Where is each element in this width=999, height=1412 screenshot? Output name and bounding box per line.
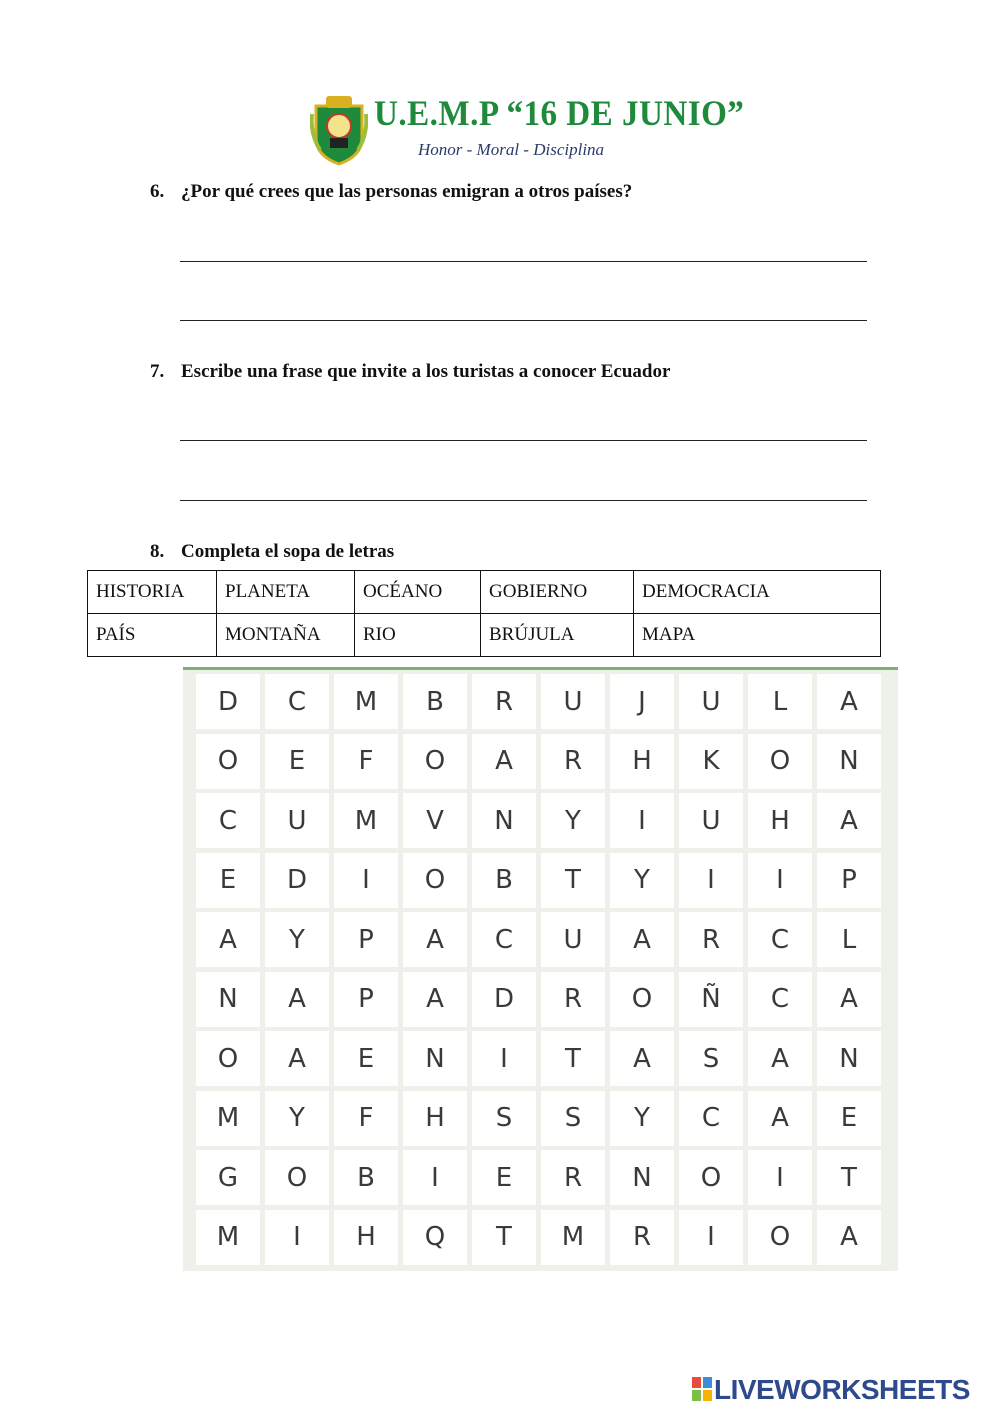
grid-letter-cell[interactable]: T xyxy=(541,853,605,908)
word-bank-table xyxy=(87,570,881,657)
grid-letter-cell[interactable]: I xyxy=(679,853,743,908)
question-text: ¿Por qué crees que las personas emigran a otros países? xyxy=(181,181,633,202)
grid-letter-cell[interactable]: Ñ xyxy=(679,972,743,1027)
grid-letter-cell[interactable]: O xyxy=(679,1150,743,1205)
question-text: Escribe una frase que invite a los turistas a conocer Ecuador xyxy=(181,361,671,382)
grid-letter-cell[interactable]: S xyxy=(541,1091,605,1146)
grid-letter-cell[interactable]: M xyxy=(334,674,398,729)
question-6 xyxy=(150,181,632,203)
grid-letter-cell[interactable]: U xyxy=(679,793,743,848)
grid-letter-cell[interactable]: Y xyxy=(610,1091,674,1146)
grid-letter-cell[interactable]: J xyxy=(610,674,674,729)
liveworksheets-brand: LIVEWORKSHEETS xyxy=(714,1374,970,1405)
grid-letter-cell[interactable]: O xyxy=(196,734,260,789)
grid-letter-cell[interactable]: H xyxy=(334,1210,398,1265)
grid-letter-cell[interactable]: U xyxy=(679,674,743,729)
grid-letter-cell[interactable]: H xyxy=(403,1091,467,1146)
grid-letter-cell[interactable]: T xyxy=(472,1210,536,1265)
grid-letter-cell[interactable]: I xyxy=(472,1031,536,1086)
grid-letter-cell[interactable]: Y xyxy=(541,793,605,848)
grid-letter-cell[interactable]: R xyxy=(472,674,536,729)
school-motto: Honor - Moral - Disciplina xyxy=(418,140,605,159)
word-cell: PAÍS xyxy=(88,614,217,657)
grid-letter-cell[interactable]: C xyxy=(265,674,329,729)
grid-letter-cell[interactable]: N xyxy=(817,734,881,789)
word-cell: GOBIERNO xyxy=(481,571,634,614)
grid-letter-cell[interactable]: D xyxy=(196,674,260,729)
grid-letter-cell[interactable]: A xyxy=(265,972,329,1027)
word-cell: RIO xyxy=(355,614,481,657)
answer-line[interactable] xyxy=(180,500,867,501)
grid-letter-cell[interactable]: U xyxy=(541,674,605,729)
grid-letter-cell[interactable]: A xyxy=(265,1031,329,1086)
grid-letter-cell[interactable]: A xyxy=(748,1031,812,1086)
grid-letter-cell[interactable]: U xyxy=(541,912,605,967)
grid-letter-cell[interactable]: C xyxy=(679,1091,743,1146)
word-cell: OCÉANO xyxy=(355,571,481,614)
grid-letter-cell[interactable]: R xyxy=(541,734,605,789)
grid-letter-cell[interactable]: A xyxy=(817,1210,881,1265)
grid-letter-cell[interactable]: H xyxy=(610,734,674,789)
grid-letter-cell[interactable]: E xyxy=(472,1150,536,1205)
grid-letter-cell[interactable]: N xyxy=(817,1031,881,1086)
grid-letter-cell[interactable]: A xyxy=(196,912,260,967)
grid-letter-cell[interactable]: B xyxy=(403,674,467,729)
question-7 xyxy=(150,361,670,383)
grid-letter-cell[interactable]: V xyxy=(403,793,467,848)
grid-letter-cell[interactable]: A xyxy=(472,734,536,789)
question-8 xyxy=(150,541,394,563)
word-cell: HISTORIA xyxy=(88,571,217,614)
grid-letter-cell[interactable]: R xyxy=(541,1150,605,1205)
grid-letter-cell[interactable]: U xyxy=(265,793,329,848)
grid-letter-cell[interactable]: C xyxy=(748,972,812,1027)
word-search-grid xyxy=(183,667,898,1271)
grid-letter-cell[interactable]: O xyxy=(196,1031,260,1086)
grid-letter-cell[interactable]: I xyxy=(679,1210,743,1265)
question-text: Completa el sopa de letras xyxy=(181,541,395,562)
grid-letter-cell[interactable]: A xyxy=(403,912,467,967)
grid-letter-cell[interactable]: S xyxy=(472,1091,536,1146)
grid-letter-cell[interactable]: Y xyxy=(610,853,674,908)
grid-letter-cell[interactable]: M xyxy=(196,1091,260,1146)
answer-line[interactable] xyxy=(180,440,867,441)
grid-letter-cell[interactable]: E xyxy=(817,1091,881,1146)
word-cell: DEMOCRACIA xyxy=(634,571,881,614)
grid-letter-cell[interactable]: Y xyxy=(265,912,329,967)
grid-letter-cell[interactable]: B xyxy=(472,853,536,908)
liveworksheets-icon xyxy=(692,1377,712,1401)
grid-letter-cell[interactable]: N xyxy=(610,1150,674,1205)
grid-letter-cell[interactable]: O xyxy=(748,734,812,789)
word-cell: MONTAÑA xyxy=(217,614,355,657)
grid-letter-cell[interactable]: Y xyxy=(265,1091,329,1146)
liveworksheets-logo xyxy=(692,1374,992,1404)
grid-letter-cell[interactable]: F xyxy=(334,1091,398,1146)
grid-letter-cell[interactable]: T xyxy=(817,1150,881,1205)
grid-letter-cell[interactable]: A xyxy=(817,972,881,1027)
grid-letter-cell[interactable]: I xyxy=(403,1150,467,1205)
grid-letter-cell[interactable]: P xyxy=(817,853,881,908)
grid-letter-cell[interactable]: A xyxy=(748,1091,812,1146)
grid-letter-cell[interactable]: A xyxy=(610,912,674,967)
grid-letter-cell[interactable]: R xyxy=(610,1210,674,1265)
grid-letter-cell[interactable]: C xyxy=(472,912,536,967)
grid-letter-cell[interactable]: K xyxy=(679,734,743,789)
grid-letter-cell[interactable]: P xyxy=(334,972,398,1027)
grid-letter-cell[interactable]: D xyxy=(265,853,329,908)
grid-letter-cell[interactable]: O xyxy=(265,1150,329,1205)
question-number: 7. xyxy=(150,361,165,382)
grid-letter-cell[interactable]: G xyxy=(196,1150,260,1205)
word-cell: MAPA xyxy=(634,614,881,657)
grid-letter-cell[interactable]: M xyxy=(541,1210,605,1265)
grid-letter-cell[interactable]: I xyxy=(265,1210,329,1265)
question-number: 8. xyxy=(150,541,165,562)
answer-line[interactable] xyxy=(180,261,867,262)
grid-letter-cell[interactable]: N xyxy=(472,793,536,848)
grid-letter-cell[interactable]: N xyxy=(403,1031,467,1086)
word-cell: BRÚJULA xyxy=(481,614,634,657)
grid-letter-cell[interactable]: L xyxy=(748,674,812,729)
grid-letter-cell[interactable]: H xyxy=(748,793,812,848)
grid-letter-cell[interactable]: A xyxy=(817,674,881,729)
grid-letter-cell[interactable]: O xyxy=(748,1210,812,1265)
grid-letter-cell[interactable]: C xyxy=(748,912,812,967)
grid-letter-cell[interactable]: E xyxy=(265,734,329,789)
grid-letter-cell[interactable]: D xyxy=(472,972,536,1027)
word-cell: PLANETA xyxy=(217,571,355,614)
grid-letter-cell[interactable]: E xyxy=(196,853,260,908)
grid-letter-cell[interactable]: C xyxy=(196,793,260,848)
grid-letter-cell[interactable]: B xyxy=(334,1150,398,1205)
grid-letter-cell[interactable]: O xyxy=(403,734,467,789)
grid-letter-cell[interactable]: E xyxy=(334,1031,398,1086)
question-number: 6. xyxy=(150,181,165,202)
grid-letter-cell[interactable]: N xyxy=(196,972,260,1027)
grid-letter-cell[interactable]: I xyxy=(610,793,674,848)
table-row xyxy=(88,571,881,614)
grid-letter-cell[interactable]: R xyxy=(679,912,743,967)
grid-letter-cell[interactable]: L xyxy=(817,912,881,967)
grid-letter-cell[interactable]: A xyxy=(403,972,467,1027)
grid-letter-cell[interactable]: R xyxy=(541,972,605,1027)
grid-letter-cell[interactable]: I xyxy=(748,1150,812,1205)
table-row xyxy=(88,614,881,657)
grid-letter-cell[interactable]: M xyxy=(196,1210,260,1265)
grid-letter-cell[interactable]: T xyxy=(541,1031,605,1086)
grid-letter-cell[interactable]: F xyxy=(334,734,398,789)
school-name: U.E.M.P “16 DE JUNIO” xyxy=(374,93,745,133)
grid-letter-cell[interactable]: I xyxy=(334,853,398,908)
grid-letter-cell[interactable]: I xyxy=(748,853,812,908)
grid-letter-cell[interactable]: A xyxy=(817,793,881,848)
answer-line[interactable] xyxy=(180,320,867,321)
grid-letter-cell[interactable]: Q xyxy=(403,1210,467,1265)
school-header xyxy=(310,88,745,170)
grid-letter-cell[interactable]: S xyxy=(679,1031,743,1086)
school-crest-logo xyxy=(310,94,368,166)
grid-letter-cell[interactable]: O xyxy=(610,972,674,1027)
grid-letter-cell[interactable]: M xyxy=(334,793,398,848)
grid-letter-cell[interactable]: A xyxy=(610,1031,674,1086)
grid-letter-cell[interactable]: P xyxy=(334,912,398,967)
grid-letter-cell[interactable]: O xyxy=(403,853,467,908)
